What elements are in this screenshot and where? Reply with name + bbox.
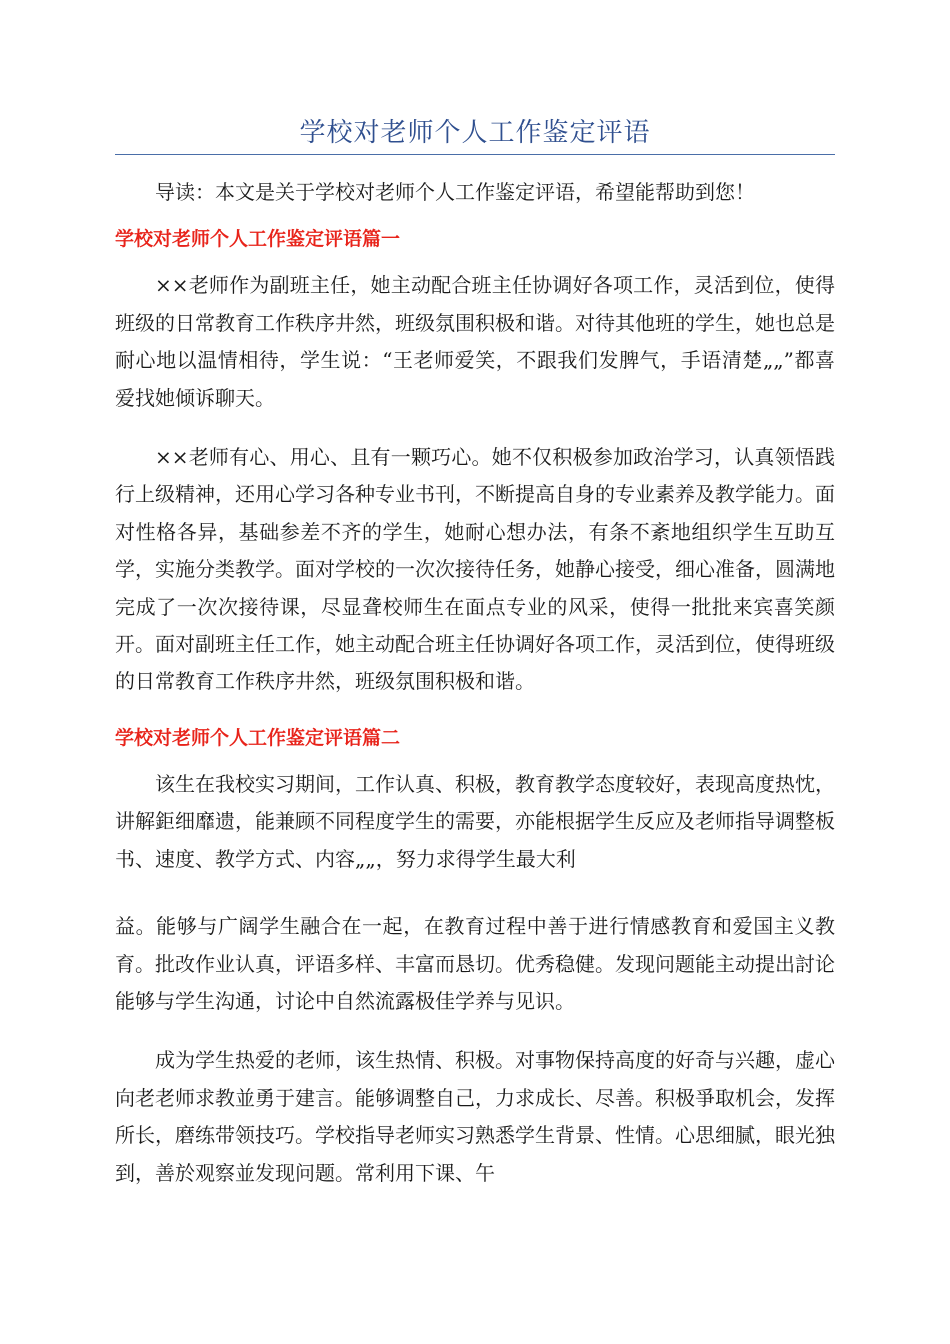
title-underline: [115, 154, 835, 155]
section-heading-1: 学校对老师个人工作鉴定评语篇一: [115, 228, 401, 251]
section-1-paragraph-2: ××老师有心、用心、且有一颗巧心。她不仅积极参加政治学习，认真领悟践行上级精神，还用心学习各种专业书刊，不断提高自身的专业素养及教学能力。面对性格各异，基础参差不齐的学生，她耐心想办法，有条不紊地组织学生互助互学，实施分类教学。面对学校的一次次接待任务，她静心接受，细心准备，圆满地完成了一次次接待课，尽显聋校师生在面点专业的风采，使得一批批来宾喜笑颜开。面对副班主任工作，她主动配合班主任协调好各项工作，灵活到位，使得班级的日常教育工作秩序井然，班级氛围积极和谐。: [115, 445, 835, 694]
document-title: 学校对老师个人工作鉴定评语: [299, 118, 651, 148]
section-2-paragraph-2: 益。能够与广阔学生融合在一起，在教育过程中善于进行情感教育和爱国主义教育。批改作业认真，评语多样、丰富而恳切。优秀稳健。发现问题能主动提出討论能够与学生沟通，讨论中自然流露极佳学养与见识。: [115, 914, 835, 1013]
section-2-paragraph-3: 成为学生热爱的老师，该生热情、积极。对事物保持高度的好奇与兴趣，虚心向老老师求教並勇于建言。能够调整自己，力求成长、尽善。积极爭取机会，发挥所长，磨练带领技巧。学校指导老师实习熟悉学生背景、性情。心思细腻，眼光独到，善於观察並发现问题。常利用下课、午: [115, 1048, 835, 1185]
intro-paragraph: 导读：本文是关于学校对老师个人工作鉴定评语，希望能帮助到您！: [155, 180, 755, 204]
document-body: [115, 174, 835, 1192]
section-2-paragraph-1: 该生在我校实习期间，工作认真、积极，教育教学态度较好，表现高度热忱，讲解鉅细靡遗，能兼顾不同程度学生的需要，亦能根据学生反应及老师指导调整板书、速度、教学方式、内容„„，努力求得学生最大利: [115, 771, 835, 871]
section-heading-2: 学校对老师个人工作鉴定评语篇二: [115, 726, 401, 749]
section-1-paragraph-1: ××老师作为副班主任，她主动配合班主任协调好各项工作，灵活到位，使得班级的日常教育工作秩序井然，班级氛围积极和谐。对待其他班的学生，她也总是耐心地以温情相待，学生说：“王老师爱笑，不跟我们发脾气，手语清楚„„”都喜爱找她倾诉聊天。: [115, 273, 835, 410]
